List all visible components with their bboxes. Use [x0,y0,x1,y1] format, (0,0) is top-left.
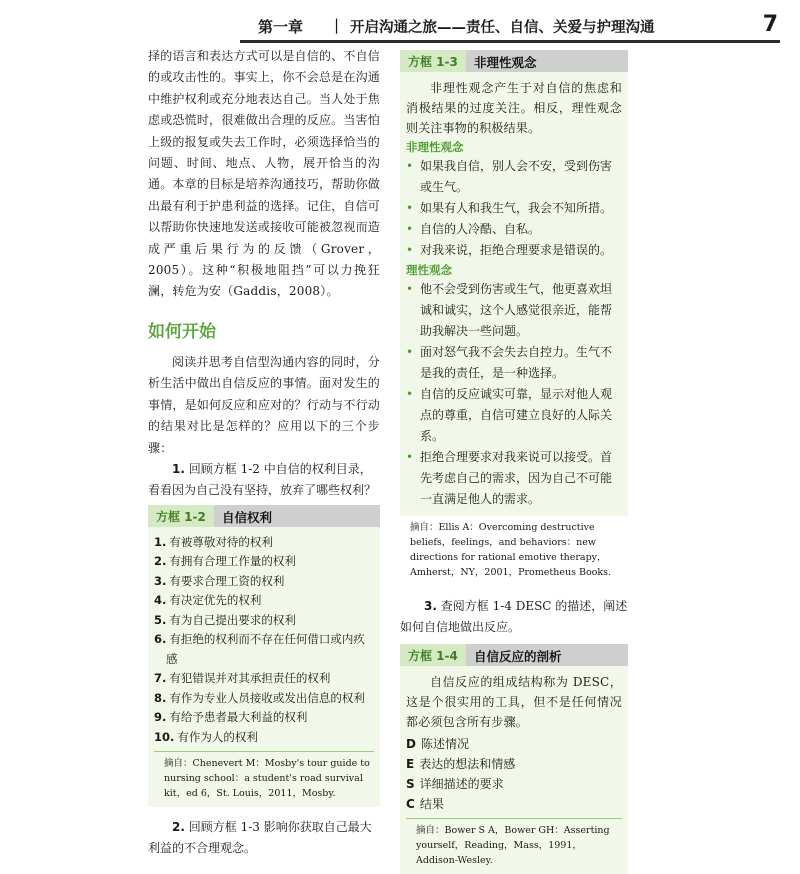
box-1-2-title: 自信权利 [222,509,273,525]
box-1-3-header [400,50,628,72]
rights-list [154,533,374,748]
step-3-number: 3. [424,599,437,613]
step-1-number: 1. [172,461,185,476]
rational-list [406,279,622,510]
bullet-icon: • [406,345,414,359]
step-2-number: 2. [172,820,185,835]
step-2 [148,817,380,859]
box-1-2-header [148,505,380,527]
list-item: S 详细描述的要求 [406,777,504,791]
step-2-text: 回顾方框 1-3 影响你获取自己最大利益的不合理观念。 [148,820,372,856]
list-item: 7. 有犯错误并对其承担责任的权利 [154,671,331,686]
list-item: • 对我来说，拒绝合理要求是错误的。 [406,240,622,261]
list-item: 3. 有要求合理工资的权利 [154,573,285,588]
step-3 [400,596,628,638]
bullet-icon: • [406,159,414,173]
list-item: • 自信的反应诚实可靠，显示对他人观点的尊重，自信可建立良好的人际关系。 [406,384,622,447]
page-number: 7 [762,12,778,37]
bullet-icon: • [406,222,414,236]
step-1-text: 回顾方框 1-2 中自信的权利目录，看看因为自己没有坚持，放弃了哪些权利？ [148,461,377,497]
bullet-icon: • [406,387,414,401]
rational-heading: 理性观念 [406,263,452,277]
header-divider [240,40,780,43]
list-item: 1. 有被尊敬对待的权利 [154,534,273,549]
step-3-text: 查阅方框 1-4 DESC 的描述，阐述如何自信地做出反应。 [400,599,628,634]
list-item: • 如果我自信，别人会不安，受到伤害或生气。 [406,156,622,198]
list-item: • 面对怒气我不会失去自控力。生气不是我的责任，是一种选择。 [406,342,622,384]
box-1-3 [400,50,628,582]
list-item: D 陈述情况 [406,737,469,751]
box-1-4 [400,644,628,874]
running-header [258,14,778,40]
section-paragraph: 阅读并思考自信型沟通内容的同时，分析生活中做出自信反应的事情。面对发生的事情，是如何反应和应对的？行动与不行动的结果对比是怎样的？应用以下的三个步骤： [148,354,380,455]
list-item: C 结果 [406,797,444,811]
intro-paragraph: 择的语言和表达方式可以是自信的、不自信的或攻击性的。事实上，你不会总是在沟通中维护权利或充分地表达自己。当人处于焦虑或恐慌时，很难做出合理的反应。当害怕上级的报复或失去工作时，必须选择恰当的问题、时间、地点、人物，展开恰当的沟通。本章的目标是培养沟通技巧，帮助你做出最有利于护患利益的选择。记住，自信可以帮助你快速地发送或接收可能被忽视而造成严重后果行为的反馈（Grover，2005）。这种“积极地阻挡”可以力挽狂澜，转危为安（Gaddis，2008）。 [148,49,380,299]
list-item: • 拒绝合理要求对我来说可以接受。首先考虑自己的需求，因为自己不可能一直满足他人的需求。 [406,447,622,510]
right-column [400,46,628,874]
left-column [148,46,380,859]
list-item: 10. 有作为人的权利 [154,729,258,744]
box-1-3-title: 非理性观念 [474,55,537,70]
bullet-icon: • [406,282,414,296]
box-1-4-title: 自信反应的剖析 [474,649,562,664]
list-item: 8. 有作为专业人员接收或发出信息的权利 [154,690,365,705]
box-1-4-tag: 方框 1-4 [400,644,466,666]
list-item: 9. 有给予患者最大利益的权利 [154,710,308,725]
list-item: • 如果有人和我生气，我会不知所措。 [406,198,622,219]
bullet-icon: • [406,201,414,215]
desc-list [406,734,622,814]
box-1-2-tag: 方框 1-2 [148,505,214,527]
list-item: 2. 有拥有合理工作量的权利 [154,554,296,569]
irrational-heading: 非理性观念 [406,140,464,154]
list-item: 5. 有为自己提出要求的权利 [154,612,296,627]
box-1-3-body [400,72,628,516]
step-1 [148,459,380,501]
bullet-icon: • [406,450,414,464]
box-1-2 [148,505,380,808]
chapter-label: 第一章 [258,18,304,36]
box-1-4-body [400,666,628,874]
box-1-4-intro: 自信反应的组成结构称为 DESC，这是个很实用的工具，但不是任何情况都必须包含所有步骤。 [406,675,622,729]
box-1-2-source: 摘自：Chenevert M：Mosby's tour guide to nursing school：a student's road survival kit，ed 6，St. Louis，2011，Mosby. [154,751,374,801]
box-1-3-source: 摘自：Ellis A：Overcoming destructive beliefs，feelings，and behaviors：new directions for rational emotive therapy，Amherst，NY，2001，Prometheus Books. [410,522,612,578]
box-1-3-intro: 非理性观念产生于对自信的焦虑和消极结果的过度关注。相反，理性观念则关注事物的积极结果。 [406,81,622,135]
box-1-4-source: 摘自：Bower S A，Bower GH：Asserting yourself，Reading，Mass，1991，Addison-Wesley. [406,818,622,868]
list-item: • 他不会受到伤害或生气，他更喜欢坦诚和诚实，这个人感觉很亲近，能帮助我解决一些问题。 [406,279,622,342]
list-item: • 自信的人冷酷、自私。 [406,219,622,240]
box-1-2-body [148,527,380,808]
box-1-3-tag: 方框 1-3 [400,50,466,72]
list-item: 6. 有拒绝的权利而不存在任何借口或内疚感 [154,632,365,666]
irrational-list [406,156,622,261]
list-item: E 表达的想法和情感 [406,757,516,771]
bullet-icon: • [406,243,414,257]
box-1-4-header [400,644,628,666]
chapter-title: 开启沟通之旅——责任、自信、关爱与护理沟通 [350,20,655,36]
list-item: 4. 有决定优先的权利 [154,593,262,608]
header-separator: | [334,16,340,34]
section-heading: 如何开始 [148,321,216,342]
